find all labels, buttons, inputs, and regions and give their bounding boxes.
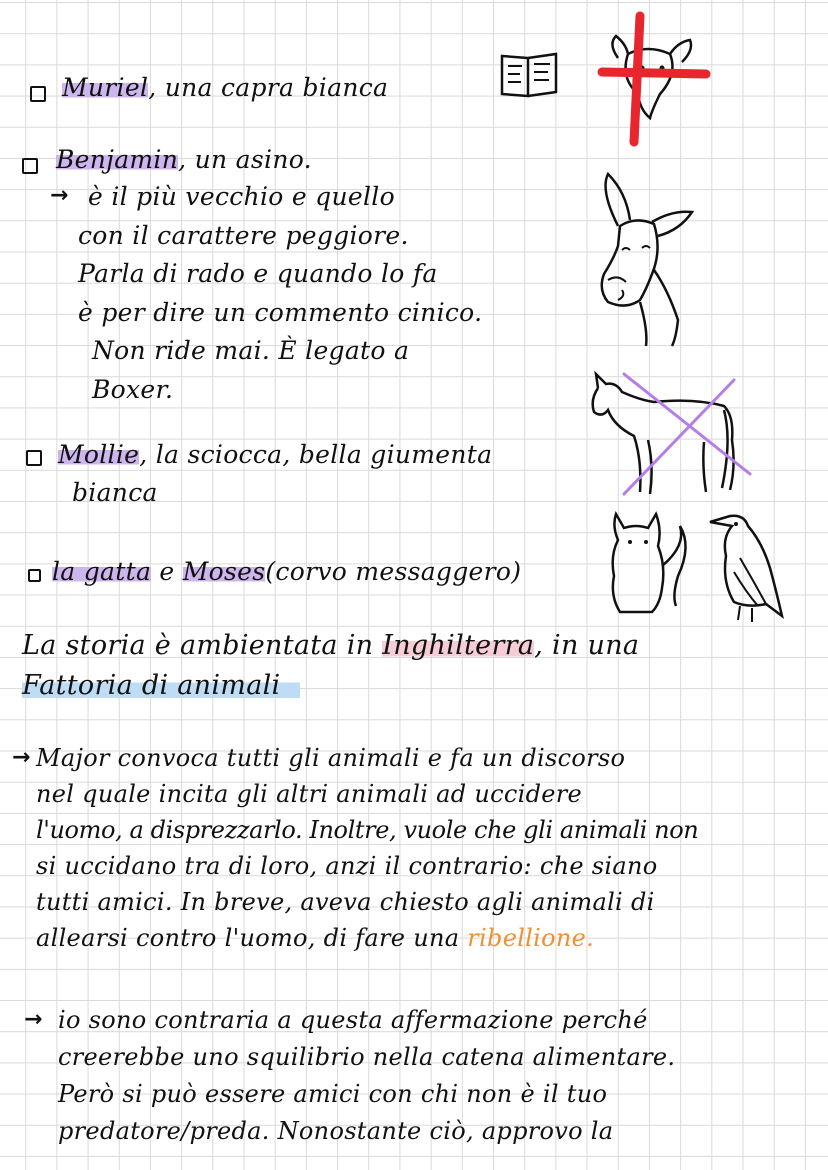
major-line-6: allearsi contro l'uomo, di fare una (36, 924, 468, 952)
opinion-line-3: Però si può essere amici con chi non è il tuo (58, 1080, 608, 1108)
arrow-icon: → (50, 183, 69, 208)
setting-prefix: La storia è ambientata in (22, 630, 383, 661)
benjamin-line-5: Non ride mai. È legato a (92, 336, 410, 365)
arrow-icon: → (24, 1007, 43, 1032)
benjamin-line-1: è il più vecchio e quello (88, 182, 395, 211)
moses-desc: (corvo messaggero) (265, 557, 522, 586)
opinion-line-1: io sono contraria a questa affermazione perché (58, 1006, 648, 1034)
benjamin-name: Benjamin (56, 145, 179, 174)
mollie-name: Mollie (58, 440, 140, 469)
item-benjamin (56, 142, 312, 178)
moses-name: Moses (182, 557, 266, 586)
gatta-name: la gatta (52, 557, 152, 586)
benjamin-details (78, 178, 482, 409)
crow-icon (704, 512, 790, 624)
item-mollie (58, 436, 492, 512)
goat-icon (598, 14, 710, 146)
major-highlight: ribellione. (467, 924, 595, 952)
benjamin-line-2: con il carattere peggiore. (78, 220, 409, 250)
mollie-desc-2: bianca (72, 478, 158, 507)
mollie-desc: , la sciocca, bella giumenta (139, 440, 493, 469)
major-line-3: l'uomo, a disprezzarlo. Inoltre, vuole che gli animali non (36, 816, 699, 844)
book-icon (498, 50, 560, 100)
item-gatta-moses (52, 554, 521, 590)
donkey-icon (596, 170, 696, 350)
muriel-name: Muriel (62, 73, 149, 102)
benjamin-line-6: Boxer. (92, 374, 174, 404)
checkbox-benjamin[interactable] (22, 158, 38, 174)
checkbox-mollie[interactable] (26, 450, 42, 466)
arrow-icon: → (12, 745, 31, 770)
cat-icon (606, 506, 692, 616)
opinion-line-4: predatore/preda. Nonostante ciò, approvo la (58, 1117, 614, 1145)
benjamin-line-4: è per dire un commento cinico. (78, 297, 483, 327)
major-line-5: tutti amici. In breve, aveva chiesto agli animali di (36, 888, 655, 916)
horse-icon (584, 370, 750, 498)
major-paragraph (36, 740, 698, 956)
gatta-conj: e (151, 557, 183, 586)
setting-text (22, 626, 639, 706)
major-line-1: Major convoca tutti gli animali e fa un discorso (36, 744, 626, 772)
setting-place: Inghilterra (382, 630, 535, 661)
major-line-2: nel quale incita gli altri animali ad uccidere (36, 780, 583, 808)
setting-suffix: , in una (534, 630, 640, 661)
checkbox-muriel[interactable] (30, 86, 46, 102)
benjamin-line-3: Parla di rado e quando lo fa (78, 259, 438, 288)
muriel-desc: , una capra bianca (148, 73, 389, 102)
setting-farm: Fattoria di animali (22, 670, 300, 701)
opinion-paragraph (58, 1002, 675, 1150)
opinion-line-2: creerebbe uno squilibrio nella catena alimentare. (58, 1043, 676, 1071)
major-line-4: si uccidano tra di loro, anzi il contrario: che siano (36, 852, 658, 880)
benjamin-desc: , un asino. (178, 145, 312, 174)
item-muriel (62, 70, 388, 106)
checkbox-gatta[interactable] (28, 569, 41, 582)
